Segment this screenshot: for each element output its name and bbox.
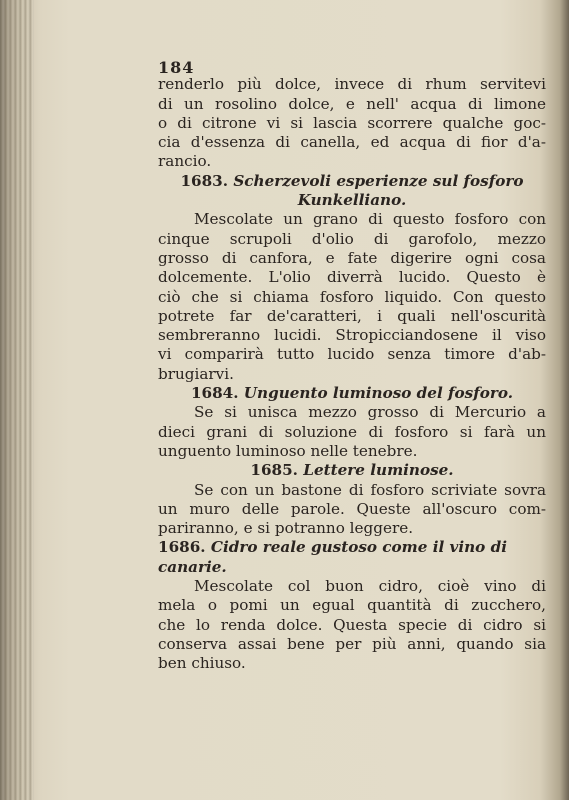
text-line: Mescolate un grano di questo fosforo con	[194, 210, 546, 229]
section-heading-1684	[158, 384, 546, 403]
text-line: ciò che si chiama fosforo liquido. Con questo	[158, 287, 546, 306]
text-line: o di citrone vi si lascia scorrere qualche goc-	[158, 113, 546, 132]
section-body-1685	[158, 481, 546, 539]
text-line: dieci grani di soluzione di fosforo si farà un	[158, 422, 546, 441]
text-line: ben chiuso.	[158, 654, 246, 673]
section-title-continued: Kunkelliano.	[297, 191, 407, 210]
section-body-1686	[158, 577, 546, 673]
section-number: 1684.	[190, 384, 239, 403]
text-line: Mescolate col buon cidro, cioè vino di	[194, 577, 546, 596]
section-title: Lettere luminose.	[303, 461, 454, 480]
text-line: che lo renda dolce. Questa specie di cidro si	[158, 615, 546, 634]
text-line: Se si unisca mezzo grosso di Mercurio a	[194, 403, 546, 422]
section-heading-1683-line2	[158, 191, 546, 210]
text-line: dolcemente. L'olio diverrà lucido. Questo è	[158, 268, 546, 287]
section-title: Cidro reale gustoso come il vino di canarie.	[158, 538, 507, 576]
section-heading-1685	[158, 461, 546, 480]
section-heading-1686	[158, 538, 546, 577]
section-body-1683	[158, 210, 546, 384]
text-line: rancio.	[158, 152, 212, 171]
page-number: 184	[158, 58, 195, 77]
page-text	[158, 58, 546, 674]
text-line: brugiarvi.	[158, 364, 234, 383]
text-line: un muro delle parole. Queste all'oscuro com-	[158, 499, 546, 518]
text-line: grosso di canfora, e fate digerire ogni cosa	[158, 248, 546, 267]
section-body-1684	[158, 403, 546, 461]
section-heading-1683	[158, 172, 546, 191]
text-line: Se con un bastone di fosforo scriviate sovra	[194, 480, 546, 499]
text-line: pariranno, e si potranno leggere.	[158, 519, 414, 538]
section-number: 1683.	[180, 171, 229, 190]
text-line: cinque scrupoli d'olio di garofolo, mezzo	[158, 229, 546, 248]
text-line: mela o pomi un egual quantità di zucchero,	[158, 596, 546, 615]
text-line: potrete far de'caratteri, i quali nell'oscurità	[158, 306, 546, 325]
text-line: conserva assai bene per più anni, quando sia	[158, 634, 546, 653]
intro-paragraph	[158, 75, 546, 171]
text-line: unguento luminoso nelle tenebre.	[158, 441, 418, 460]
text-line: renderlo più dolce, invece di rhum servitevi	[158, 75, 546, 94]
section-number: 1685.	[250, 461, 298, 480]
text-line: di un rosolino dolce, e nell' acqua di limone	[158, 94, 546, 113]
section-title: Scherzevoli esperienze sul fosforo	[233, 171, 524, 190]
text-line: cia d'essenza di canella, ed acqua di fior d'a-	[158, 133, 546, 152]
text-line: vi comparirà tutto lucido senza timore d'ab-	[158, 345, 546, 364]
text-line: sembreranno lucidi. Stropicciandosene il viso	[158, 326, 546, 345]
section-title: Unguento luminoso del fosforo.	[243, 384, 514, 403]
section-number: 1686.	[158, 538, 206, 557]
